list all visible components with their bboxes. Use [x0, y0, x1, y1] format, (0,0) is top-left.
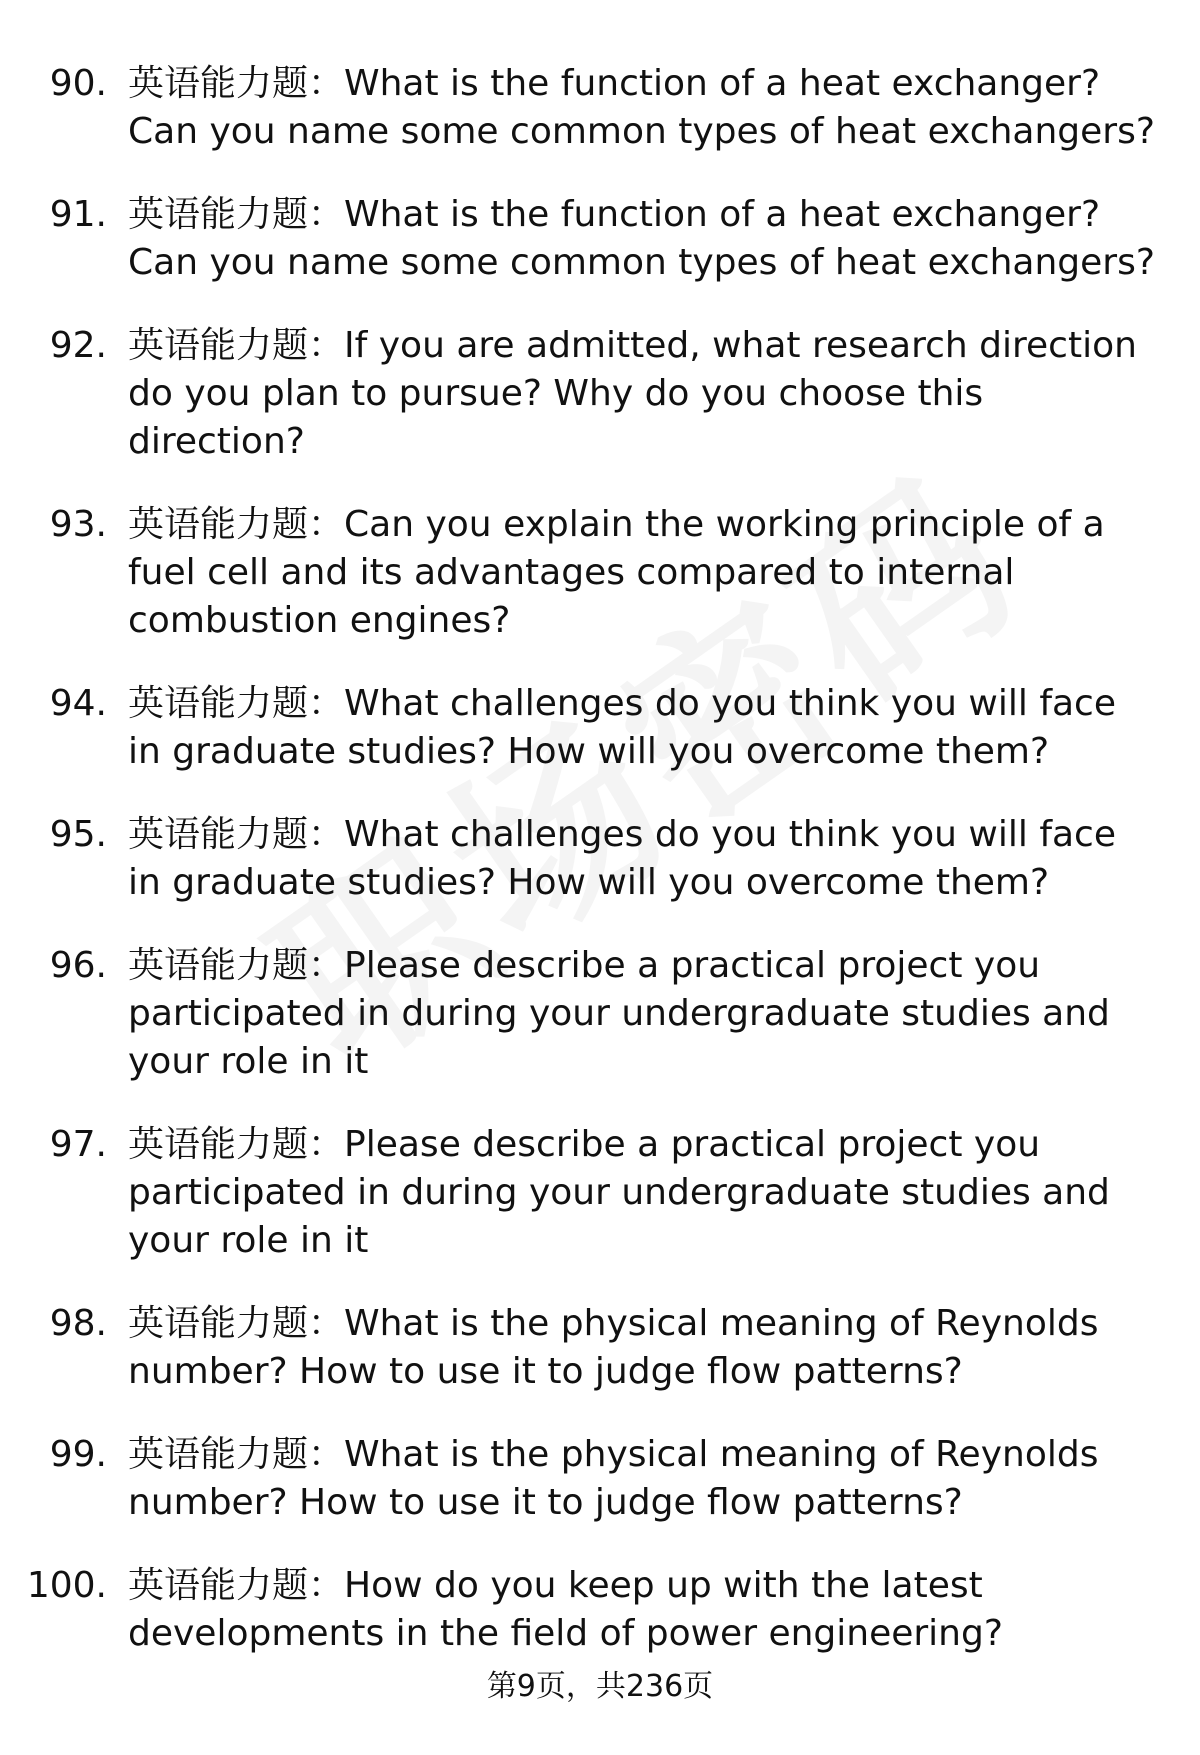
question-item — [0, 811, 1200, 907]
question-text: Please describe a practical project you participated in during your undergraduate studies and your role in it — [128, 945, 1110, 1082]
question-text: What is the function of a heat exchanger? Can you name some common types of heat exchangers? — [128, 63, 1155, 152]
question-text: What is the physical meaning of Reynolds number? How to use it to judge flow patterns? — [128, 1303, 1099, 1392]
question-number: 92. — [49, 325, 107, 366]
question-text: Can you explain the working principle of a fuel cell and its advantages compared to internal combustion engines? — [128, 504, 1105, 641]
question-tag: 英语能力题： — [128, 325, 345, 366]
question-tag: 英语能力题： — [128, 814, 345, 855]
question-item — [0, 322, 1200, 466]
question-text: What is the physical meaning of Reynolds number? How to use it to judge flow patterns? — [128, 1434, 1099, 1523]
question-item — [0, 680, 1200, 776]
question-tag: 英语能力题： — [128, 945, 345, 986]
question-tag: 英语能力题： — [128, 683, 345, 724]
question-list — [0, 60, 1200, 1693]
question-number: 90. — [49, 63, 107, 104]
question-number: 100. — [26, 1565, 107, 1606]
question-number: 97. — [49, 1124, 107, 1165]
question-tag: 英语能力题： — [128, 63, 345, 104]
question-item — [0, 942, 1200, 1086]
question-number: 95. — [49, 814, 107, 855]
question-number: 98. — [49, 1303, 107, 1344]
question-item — [0, 1431, 1200, 1527]
question-item — [0, 1300, 1200, 1396]
question-tag: 英语能力题： — [128, 1124, 345, 1165]
question-number: 91. — [49, 194, 107, 235]
question-text: How do you keep up with the latest developments in the field of power engineering? — [128, 1565, 1003, 1654]
page-footer: 第9页，共236页 — [486, 1669, 714, 1704]
question-number: 94. — [49, 683, 107, 724]
question-text: What is the function of a heat exchanger? Can you name some common types of heat exchangers? — [128, 194, 1155, 283]
question-tag: 英语能力题： — [128, 194, 345, 235]
question-text: Please describe a practical project you participated in during your undergraduate studies and your role in it — [128, 1124, 1110, 1261]
question-number: 99. — [49, 1434, 107, 1475]
question-text: What challenges do you think you will face in graduate studies? How will you overcome them? — [128, 683, 1116, 772]
question-tag: 英语能力题： — [128, 504, 345, 545]
question-number: 96. — [49, 945, 107, 986]
question-tag: 英语能力题： — [128, 1565, 345, 1606]
question-item — [0, 60, 1200, 156]
question-item — [0, 1562, 1200, 1658]
question-item — [0, 501, 1200, 645]
question-item — [0, 1121, 1200, 1265]
question-number: 93. — [49, 504, 107, 545]
question-item — [0, 191, 1200, 287]
question-text: If you are admitted, what research direction do you plan to pursue? Why do you choose this direction? — [128, 325, 1137, 462]
question-text: What challenges do you think you will face in graduate studies? How will you overcome them? — [128, 814, 1116, 903]
question-tag: 英语能力题： — [128, 1303, 345, 1344]
question-tag: 英语能力题： — [128, 1434, 345, 1475]
